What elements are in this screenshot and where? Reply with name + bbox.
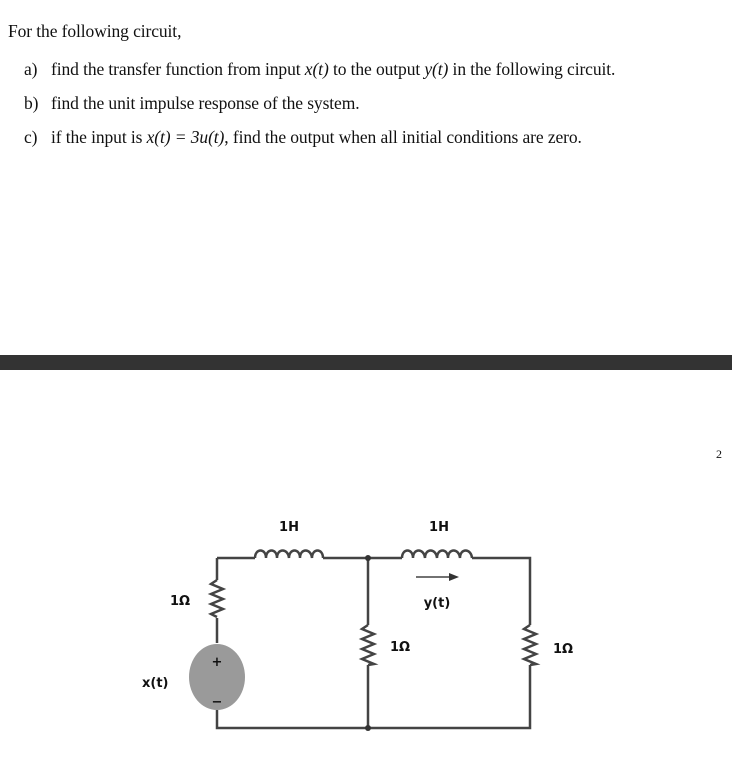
question-b-text1: find the unit impulse response of the system. [51,93,360,113]
question-a-label: a) [24,59,38,79]
node-bottom [365,725,371,731]
resistor-right-label: 1Ω [553,642,574,657]
source-minus: − [211,695,223,710]
arrow-head [449,573,459,581]
intro-text: For the following circuit, [8,21,182,41]
source-plus: + [211,655,223,670]
inductor-1-label: 1H [279,520,299,535]
node-top [365,555,371,561]
question-a-text2: to the output [328,59,425,79]
question-a-math2: y(t) [424,59,449,79]
question-a-text3: in the following circuit. [448,59,616,79]
question-c-text2: , find the output when all initial conditions are zero. [224,127,582,147]
inductor-2-label: 1H [429,520,449,535]
inductor-1 [255,551,323,559]
question-c-math1: x(t) = 3u(t) [146,127,225,147]
page-number: 2 [716,447,722,461]
resistor-mid [362,625,374,665]
resistor-source [211,580,223,617]
resistor-right [524,625,536,665]
output-label: y(t) [423,596,451,611]
question-b-label: b) [24,93,39,113]
resistor-source-label: 1Ω [170,594,191,609]
question-c-label: c) [24,127,38,147]
inductor-2 [402,551,472,559]
question-c-text1: if the input is [51,127,147,147]
question-a-math1: x(t) [304,59,329,79]
question-a-text1: find the transfer function from input [51,59,305,79]
input-label: x(t) [142,676,169,691]
resistor-mid-label: 1Ω [390,640,411,655]
